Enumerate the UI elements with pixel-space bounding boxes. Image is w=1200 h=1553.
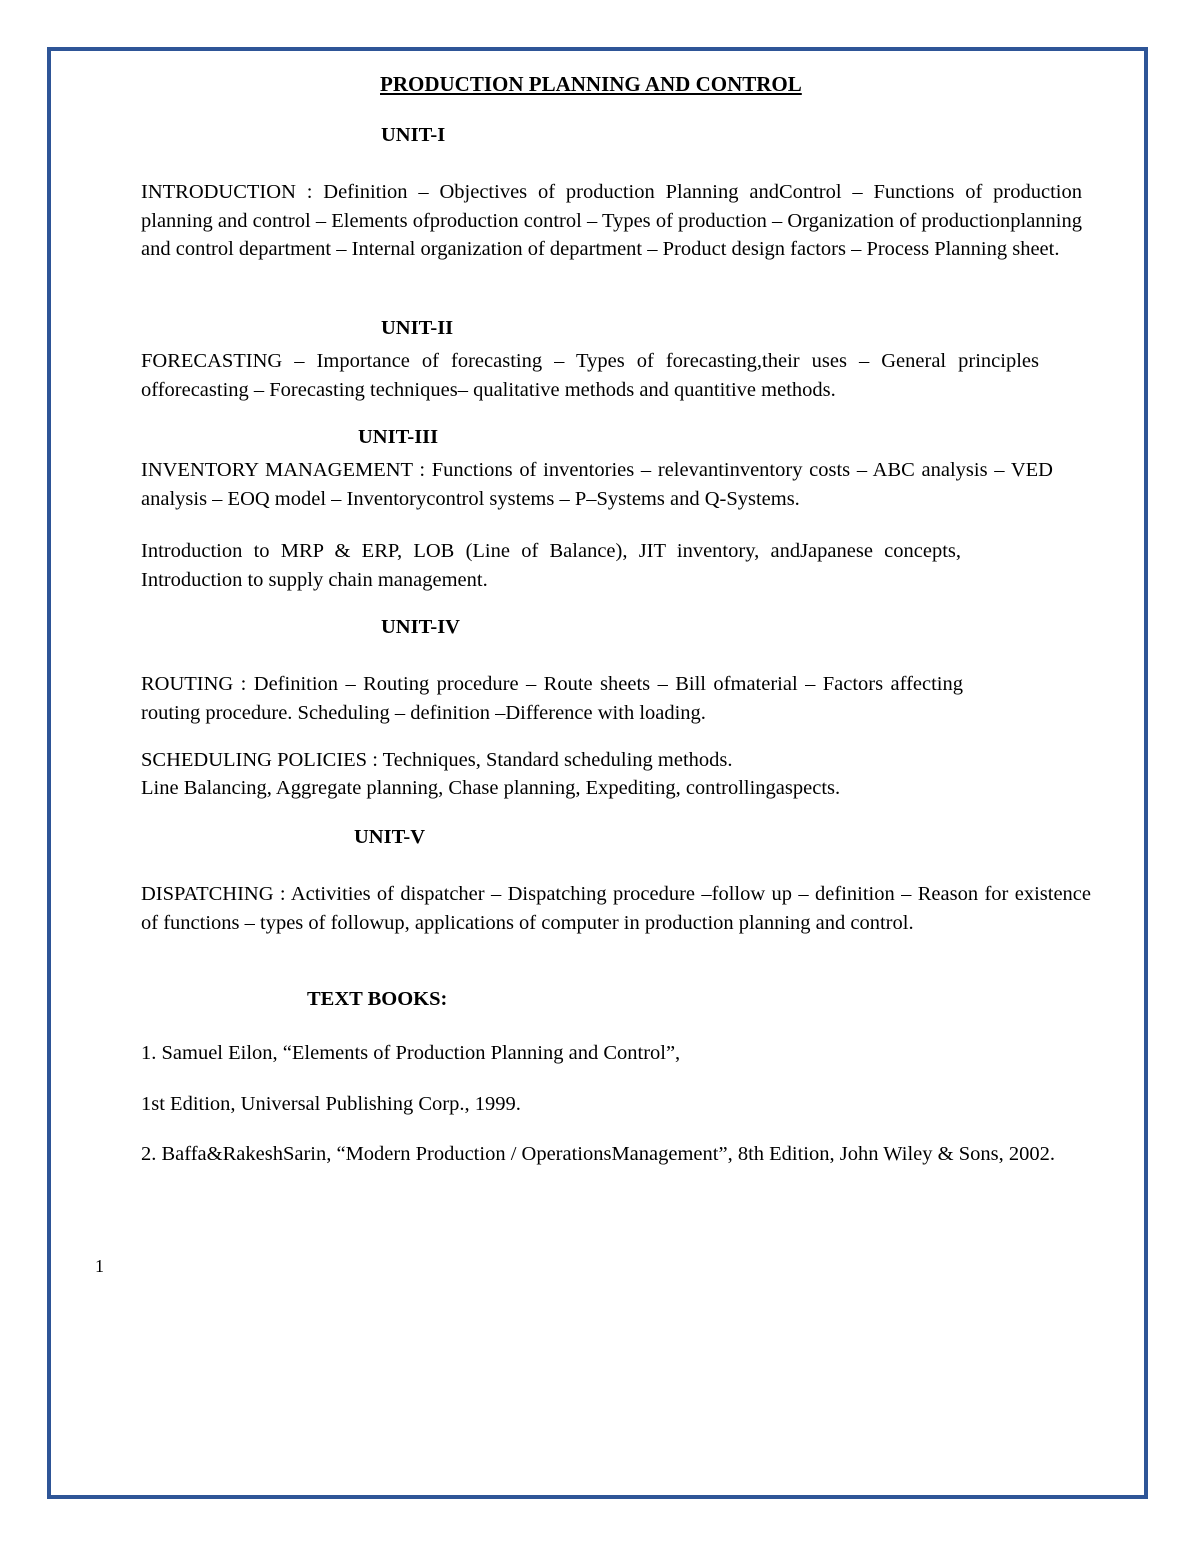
unit-4-paragraph-2: SCHEDULING POLICIES : Techniques, Standard scheduling methods. [141,749,733,771]
document-title: PRODUCTION PLANNING AND CONTROL [380,72,802,96]
unit-3-paragraph-2: Introduction to MRP & ERP, LOB (Line of Balance), JIT inventory, andJapanese concepts, Introduction to supply chain management. [141,540,961,591]
unit-2-paragraph: FORECASTING – Importance of forecasting – Types of forecasting,their uses – General principles offorecasting – Forecasting techniques– qualitative methods and quantitive methods. [141,350,1039,401]
textbook-line-2: 1st Edition, Universal Publishing Corp., 1999. [141,1093,521,1115]
unit-3-paragraph-1: INVENTORY MANAGEMENT : Functions of inventories – relevantinventory costs – ABC analysis – VED analysis – EOQ model – Inventorycontrol systems – P–Systems and Q-Systems. [141,459,1053,510]
unit-4-paragraph-1: ROUTING : Definition – Routing procedure – Route sheets – Bill ofmaterial – Factors affecting routing procedure. Scheduling – definition –Difference with loading. [141,673,963,724]
unit-2-heading: UNIT-II [381,317,454,339]
textbook-line-1: 1. Samuel Eilon, “Elements of Production Planning and Control”, [141,1042,681,1064]
unit-4-paragraph-3: Line Balancing, Aggregate planning, Chase planning, Expediting, controllingaspects. [141,777,841,799]
unit-1-heading: UNIT-I [381,124,446,146]
unit-3-heading: UNIT-III [358,426,439,448]
unit-1-paragraph: INTRODUCTION : Definition – Objectives of production Planning andControl – Functions of production planning and control – Elements ofproduction control – Types of production – Organization of productionplanning and control department – Internal organization of department – Product design factors – Process Planning sheet. [141,181,1082,260]
unit-5-heading: UNIT-V [354,826,426,848]
unit-4-heading: UNIT-IV [381,616,460,638]
unit-5-paragraph: DISPATCHING : Activities of dispatcher – Dispatching procedure –follow up – definition – Reason for existence of functions – types of followup, applications of computer in production planning and control. [141,883,1091,934]
textbook-line-3: 2. Baffa&RakeshSarin, “Modern Production / OperationsManagement”, 8th Edition, John Wiley & Sons, 2002. [141,1143,1055,1165]
textbooks-heading: TEXT BOOKS: [307,988,448,1010]
page-number: 1 [95,1256,104,1276]
